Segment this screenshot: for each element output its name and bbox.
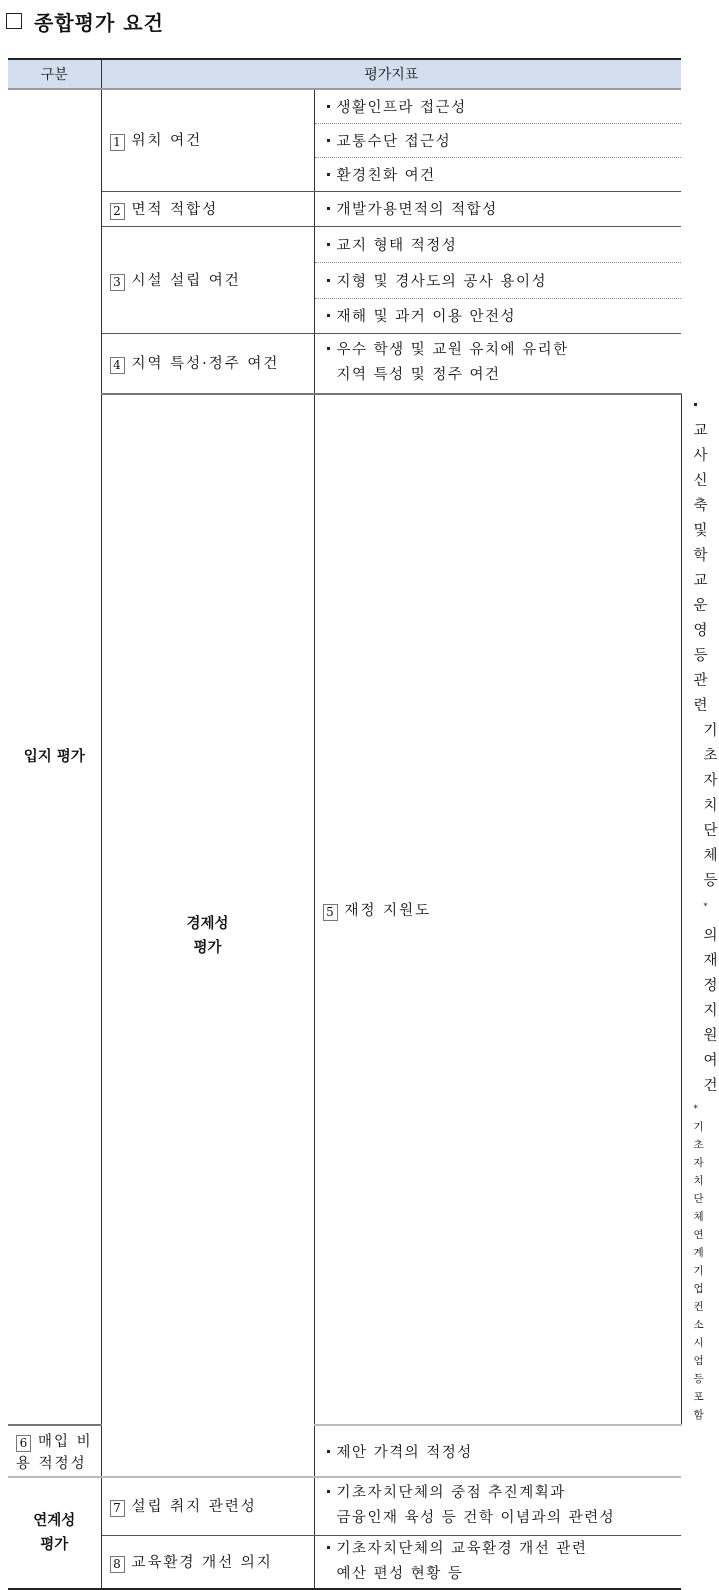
number-box-8: 8 <box>110 1556 125 1573</box>
indicator: 기초자치단체의 중점 추진계획과 금융인재 육성 등 건학 이념과의 관련성 <box>314 1477 681 1535</box>
criterion-label: 면적 적합성 <box>131 201 219 218</box>
criterion-2 <box>101 191 314 226</box>
bullet-icon <box>327 1546 330 1549</box>
table-row <box>8 89 681 123</box>
criterion-label: 지역 특성·정주 여건 <box>131 356 280 373</box>
indicator: 제안 가격의 적정성 <box>314 1425 681 1477</box>
table-header-row <box>8 59 681 89</box>
bullet-icon <box>327 347 330 350</box>
section-title-text: 종합평가 요건 <box>34 10 164 35</box>
number-box-7: 7 <box>110 1500 125 1517</box>
section-title <box>6 6 164 36</box>
bullet-icon <box>327 1490 330 1493</box>
criterion-label: 교육환경 개선 의지 <box>131 1554 273 1571</box>
bullet-icon <box>327 243 330 246</box>
indicator: 지형 및 경사도의 공사 용이성 <box>314 262 681 298</box>
bullet-icon <box>327 279 330 282</box>
criterion-label: 재정 지원도 <box>344 902 432 919</box>
number-box-5: 5 <box>323 904 338 921</box>
criterion-5 <box>314 394 681 1425</box>
bullet-icon <box>327 207 330 210</box>
indicator: 환경친화 여건 <box>314 157 681 191</box>
number-box-1: 1 <box>110 134 125 151</box>
number-box-4: 4 <box>110 357 125 374</box>
header-indicators: 평가지표 <box>101 59 681 89</box>
table-row: 경제성 평가 5 재정 지원도 교사 신축 및 학교 운영 등 관련 기초자치단체 등*의 재정 지원 여건 *기초자치단체 연계 기업 컨소시엄 등 포함 <box>8 394 681 1425</box>
bullet-icon <box>327 173 330 176</box>
table-row <box>8 191 681 226</box>
indicator: 재해 및 과거 이용 안전성 <box>314 298 681 333</box>
table-row <box>8 1477 681 1535</box>
number-box-3: 3 <box>110 274 125 291</box>
indicator: 교통수단 접근성 <box>314 123 681 157</box>
number-box-6: 6 <box>16 1435 31 1452</box>
header-category: 구분 <box>8 59 101 89</box>
criterion-label: 설립 취지 관련성 <box>131 1499 257 1516</box>
criterion-label: 위치 여건 <box>131 133 203 150</box>
bullet-icon <box>327 1450 330 1453</box>
category-economic: 경제성 평가 <box>101 394 314 1477</box>
table-row <box>8 226 681 262</box>
indicator: 생활인프라 접근성 <box>314 89 681 123</box>
criterion-4 <box>101 333 314 394</box>
indicator: 우수 학생 및 교원 유치에 유리한 지역 특성 및 정주 여건 <box>314 333 681 394</box>
indicator: 교지 형태 적정성 <box>314 226 681 262</box>
criterion-6 <box>8 1425 101 1477</box>
bullet-icon <box>327 139 330 142</box>
bullet-icon <box>327 314 330 317</box>
empty-checkbox-icon <box>6 13 22 29</box>
criterion-label: 매입 비용 적정성 <box>16 1433 93 1472</box>
category-linkage: 연계성 평가 <box>8 1477 101 1589</box>
criterion-8 <box>101 1535 314 1589</box>
table-row <box>8 1535 681 1589</box>
criterion-label: 시설 설립 여건 <box>131 272 241 289</box>
criterion-1 <box>101 89 314 191</box>
number-box-2: 2 <box>110 203 125 220</box>
evaluation-requirements-table <box>8 58 719 1590</box>
criterion-3 <box>101 226 314 333</box>
bullet-icon <box>694 403 697 406</box>
footnote-mark: * <box>703 902 708 911</box>
indicator: 개발가용면적의 적합성 <box>314 191 681 226</box>
bullet-icon <box>327 105 330 108</box>
category-location: 입지 평가 <box>8 89 101 1425</box>
table-row <box>8 333 681 394</box>
criterion-7 <box>101 1477 314 1535</box>
indicator: 기초자치단체의 교육환경 개선 관련 예산 편성 현황 등 <box>314 1535 681 1589</box>
